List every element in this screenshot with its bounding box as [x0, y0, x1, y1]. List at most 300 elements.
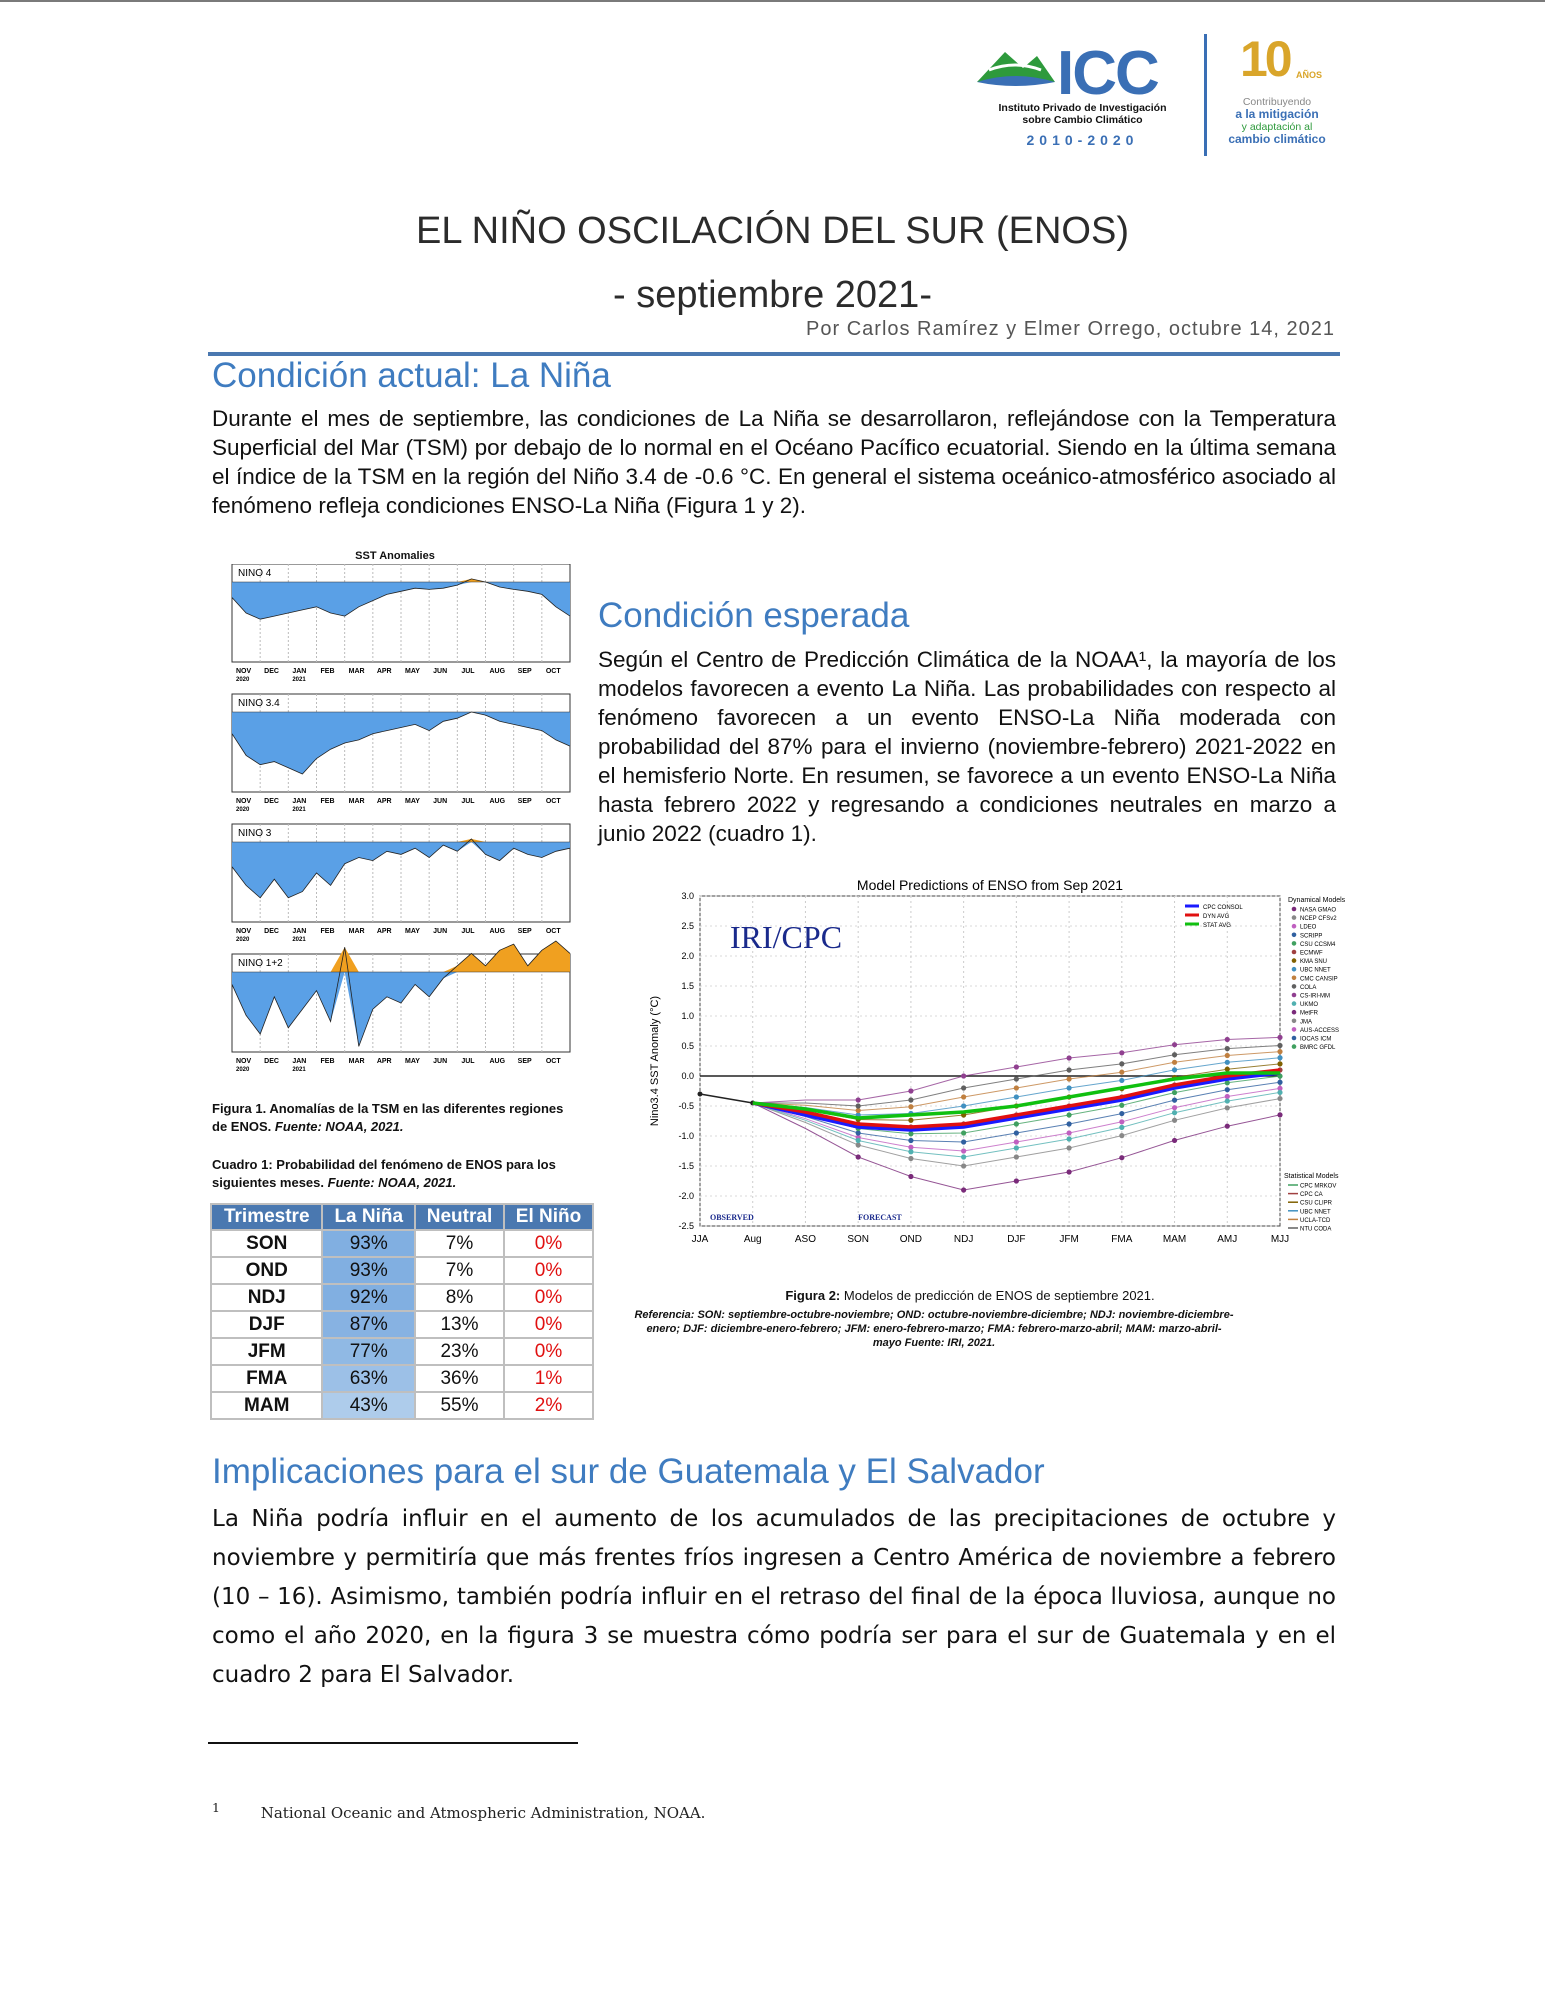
chart-model-point [1014, 1121, 1019, 1126]
chart-model-point [961, 1139, 966, 1144]
chart-model-point [1172, 1110, 1177, 1115]
trimestre-cell: SON [211, 1230, 322, 1257]
neutral-cell: 7% [415, 1230, 504, 1257]
chart-model-point [1225, 1060, 1230, 1065]
chart-model-point [961, 1148, 966, 1153]
sst-month-label: DEC [264, 1058, 279, 1065]
figure2-caption [710, 1287, 1230, 1305]
chart-observed-label: OBSERVED [710, 1213, 754, 1222]
institute-line-1: Instituto Privado de Investigación [998, 102, 1167, 114]
chart-legend-item: NTU CODA [1300, 1226, 1332, 1233]
sst-month-label: FEB [320, 668, 335, 675]
sst-month-label: DEC [264, 668, 279, 675]
el-nino-cell: 0% [504, 1257, 593, 1284]
chart-legend-marker [1292, 1010, 1297, 1015]
chart-model-point [1119, 1070, 1124, 1075]
chart-legend-item: DYN AVG [1203, 914, 1230, 920]
chart-model-point [1277, 1061, 1282, 1066]
chart-model-point [1066, 1121, 1071, 1126]
figure1-caption [212, 1100, 572, 1136]
chart-x-tick: DJF [1007, 1234, 1026, 1245]
sst-month-label: DEC [264, 928, 279, 935]
chart-model-point [1225, 1053, 1230, 1058]
neutral-cell: 8% [415, 1284, 504, 1311]
chart-x-tick: JFM [1059, 1234, 1079, 1245]
chart-x-tick: NDJ [953, 1234, 974, 1245]
chart-y-tick: 1.5 [681, 981, 694, 991]
sst-month-label: MAY [405, 798, 420, 805]
chart-model-point [1225, 1037, 1230, 1042]
sst-year-label: 2021 [292, 807, 306, 813]
la-nina-cell: 77% [322, 1338, 415, 1365]
chart-legend-marker [1292, 976, 1297, 981]
table1-caption-prefix: Cuadro 1: [212, 1157, 273, 1172]
chart-model-point [1172, 1118, 1177, 1123]
chart-model-point [1014, 1139, 1019, 1144]
table-row [211, 1365, 593, 1392]
chart-ylabel: Nino3.4 SST Anomaly (°C) [649, 995, 661, 1127]
chart-model-point [856, 1130, 861, 1135]
sst-panel [232, 694, 570, 813]
la-nina-cell: 63% [322, 1365, 415, 1392]
chart-legend-item: CS-IRI-MM [1300, 993, 1330, 1000]
chart-model-point [1172, 1138, 1177, 1143]
chart-y-tick: -1.0 [678, 1131, 694, 1141]
sst-month-label: AUG [489, 798, 506, 805]
la-nina-cell: 87% [322, 1311, 415, 1338]
figure1-caption-prefix: Figura 1. [212, 1101, 267, 1116]
footnote [212, 1800, 705, 1822]
chart-model-point [961, 1130, 966, 1135]
el-nino-cell: 0% [504, 1311, 593, 1338]
chart-model-point [1014, 1085, 1019, 1090]
icc-years: 2010-2020 [1026, 132, 1139, 148]
sst-month-label: FEB [320, 1058, 335, 1065]
chart-legend-item: UKMO [1300, 1002, 1318, 1009]
chart-x-tick: FMA [1111, 1234, 1133, 1245]
chart-model-point [1066, 1169, 1071, 1174]
chart-model-point [1014, 1178, 1019, 1183]
chart-model-point [856, 1108, 861, 1113]
chart-model-point [1225, 1105, 1230, 1110]
chart-x-tick: MJJ [1270, 1234, 1290, 1245]
page-subtitle: - septiembre 2021- [613, 274, 932, 316]
chart-model-point [1225, 1046, 1230, 1051]
enso-model-chart [640, 874, 1380, 1264]
chart-model-point [1014, 1064, 1019, 1069]
neutral-cell: 23% [415, 1338, 504, 1365]
sst-month-label: APR [376, 668, 392, 675]
chart-model-point [908, 1145, 913, 1150]
sst-panel [232, 564, 570, 683]
chart-legend-item: UBC NNET [1300, 1209, 1331, 1216]
trimestre-cell: NDJ [211, 1284, 322, 1311]
chart-observed-point [698, 1092, 703, 1097]
chart-legend-marker [1292, 1044, 1297, 1049]
la-nina-cell: 43% [322, 1392, 415, 1419]
footnote-rule [208, 1742, 578, 1744]
sst-month-label: MAR [348, 928, 365, 935]
chart-y-tick: -0.5 [678, 1101, 694, 1111]
section-body-current: Durante el mes de septiembre, las condiciones de La Niña se desarrollaron, reflejándose con la Temperatura Superficial del Mar (TSM) por debajo de lo normal en el Océano Pacífico ecuatorial. Siendo en la última semana el índice de la TSM en la región del Niño 3.4 de -0.6 °C. En general el sistema oceánico-atmosférico asociado al fenómeno refleja condiciones ENSO-La Niña (Figura 1 y 2). [212, 406, 1336, 518]
sst-month-label: AUG [489, 1058, 506, 1065]
chart-x-tick: ASO [794, 1234, 817, 1245]
figure1-title: SST Anomalies [355, 550, 435, 562]
chart-x-tick: Aug [743, 1234, 762, 1245]
probability-table [210, 1203, 594, 1420]
chart-model-point [1119, 1050, 1124, 1055]
chart-model-point [1172, 1067, 1177, 1072]
sst-year-label: 2020 [236, 937, 250, 943]
chart-legend-item: CPC CONSOL [1203, 905, 1243, 911]
byline: Por Carlos Ramírez y Elmer Orrego, octubre 14, 2021 [806, 318, 1335, 340]
chart-legend-item: COLA [1300, 984, 1317, 991]
figure1-caption-source: Fuente: NOAA, 2021. [274, 1119, 404, 1134]
chart-model-point [1119, 1078, 1124, 1083]
chart-y-tick: 0.5 [681, 1041, 694, 1051]
chart-legend-item: AUS-ACCESS [1300, 1027, 1340, 1034]
sst-year-label: 2021 [292, 1067, 306, 1073]
chart-watermark: IRI/CPC [730, 919, 843, 955]
top-border [0, 0, 1545, 2]
sst-month-label: OCT [545, 668, 561, 675]
chart-model-point [1277, 1080, 1282, 1085]
table-header-cell: El Niño [504, 1204, 593, 1230]
chart-model-point [1119, 1125, 1124, 1130]
chart-model-point [1119, 1103, 1124, 1108]
sst-month-label: MAY [405, 928, 420, 935]
anniversary-label: AÑOS [1296, 70, 1323, 80]
sst-month-label: DEC [264, 798, 279, 805]
chart-y-tick: 2.5 [681, 921, 694, 931]
sst-month-label: JUN [433, 928, 448, 935]
sst-panel-label: NINO 3.4 [238, 698, 280, 709]
trimestre-cell: DJF [211, 1311, 322, 1338]
enso-chart-svg [640, 874, 1380, 1264]
chart-model-point [961, 1073, 966, 1078]
sst-month-label: AUG [489, 928, 506, 935]
chart-y-tick: -1.5 [678, 1161, 694, 1171]
chart-model-point [1225, 1067, 1230, 1072]
chart-model-point [1066, 1076, 1071, 1081]
sst-month-label: JUL [461, 1058, 475, 1065]
chart-legend-item: CPC MRKOV [1300, 1183, 1337, 1190]
sst-month-label: JAN [292, 668, 307, 675]
chart-model-point [908, 1138, 913, 1143]
chart-legend-item: NCEP CFSv2 [1300, 916, 1337, 923]
chart-legend-marker [1292, 958, 1297, 963]
chart-model-point [961, 1103, 966, 1108]
chart-legend-marker [1292, 1001, 1297, 1006]
chart-model-point [1119, 1111, 1124, 1116]
chart-model-point [1277, 1043, 1282, 1048]
logo-divider [1204, 34, 1207, 156]
chart-model-point [1066, 1130, 1071, 1135]
chart-legend-item: BMRC GFDL [1300, 1045, 1336, 1052]
chart-legend-item: UBC NNET [1300, 967, 1331, 974]
chart-legend-item: MetFR [1300, 1010, 1318, 1017]
chart-model-point [1277, 1049, 1282, 1054]
tagline-4: cambio climático [1228, 132, 1326, 146]
chart-legend-item: UCLA-TCD [1300, 1217, 1331, 1224]
chart-model-point [961, 1154, 966, 1159]
chart-model-point [856, 1097, 861, 1102]
sst-month-label: MAY [405, 668, 420, 675]
institute-line-2: sobre Cambio Climático [1022, 114, 1143, 126]
chart-model-point [856, 1154, 861, 1159]
chart-model-point [1119, 1119, 1124, 1124]
chart-model-point [1172, 1105, 1177, 1110]
sst-year-label: 2020 [236, 807, 250, 813]
chart-model-point [908, 1104, 913, 1109]
chart-x-tick: SON [847, 1234, 870, 1245]
trimestre-cell: MAM [211, 1392, 322, 1419]
sst-month-label: MAR [348, 1058, 365, 1065]
sst-panels [210, 564, 580, 1080]
sst-month-label: OCT [545, 798, 561, 805]
sst-month-label: JUL [461, 798, 475, 805]
chart-model-point [908, 1174, 913, 1179]
chart-legend-marker [1292, 967, 1297, 972]
table-row [211, 1311, 593, 1338]
chart-legend-marker [1292, 924, 1297, 929]
neutral-cell: 13% [415, 1311, 504, 1338]
chart-model-point [1225, 1098, 1230, 1103]
sst-panel-label: NINO 3 [238, 828, 272, 839]
sst-month-label: JUN [433, 798, 448, 805]
chart-model-point [908, 1097, 913, 1102]
sst-month-label: OCT [545, 928, 561, 935]
sst-month-label: APR [376, 1058, 392, 1065]
chart-model-point [1277, 1035, 1282, 1040]
chart-model-point [1119, 1061, 1124, 1066]
sst-month-label: MAR [348, 668, 365, 675]
footnote-text: National Oceanic and Atmospheric Administration, NOAA. [260, 1804, 706, 1822]
chart-legend-item: JMA [1300, 1019, 1312, 1026]
sst-month-label: JUN [433, 1058, 448, 1065]
chart-model-point [961, 1085, 966, 1090]
sst-month-label: JUN [433, 668, 448, 675]
el-nino-cell: 2% [504, 1392, 593, 1419]
trimestre-cell: FMA [211, 1365, 322, 1392]
chart-model-point [1014, 1145, 1019, 1150]
footnote-number: 1 [212, 1800, 220, 1815]
chart-model-point [1014, 1094, 1019, 1099]
chart-model-point [856, 1138, 861, 1143]
table-header-cell: La Niña [322, 1204, 415, 1230]
table-row [211, 1392, 593, 1419]
tagline-1: Contribuyendo [1242, 96, 1312, 108]
chart-legend-item: NASA GMAO [1300, 907, 1337, 914]
sst-year-label: 2020 [236, 677, 250, 683]
section-body-implications: La Niña podría influir en el aumento de los acumulados de las precipitaciones de octubre y noviembre y permitiría que más frentes fríos ingresen a Centro América de noviembre a febrero (10 – 16). Asimismo, también podría influir en el retraso del final de la época lluviosa, aunque no como el año 2020, en la figura 3 se muestra cómo podría ser para el sur de Guatemala y en el cuadro 2 para El Salvador. [212, 1506, 1336, 1688]
chart-x-tick: JJA [691, 1234, 709, 1245]
chart-legend-marker [1292, 907, 1297, 912]
chart-legend-marker [1292, 941, 1297, 946]
sst-month-label: NOV [236, 928, 252, 935]
sst-year-label: 2021 [292, 677, 306, 683]
chart-y-tick: 0.0 [681, 1071, 694, 1081]
trimestre-cell: JFM [211, 1338, 322, 1365]
el-nino-cell: 0% [504, 1230, 593, 1257]
chart-model-point [1225, 1094, 1230, 1099]
chart-model-point [1172, 1052, 1177, 1057]
chart-model-point [856, 1103, 861, 1108]
el-nino-cell: 0% [504, 1284, 593, 1311]
tagline-2: a la mitigación [1235, 107, 1319, 121]
sst-month-label: JUL [461, 668, 475, 675]
sst-month-label: SEP [517, 668, 532, 675]
chart-model-point [908, 1118, 913, 1123]
la-nina-cell: 92% [322, 1284, 415, 1311]
chart-y-tick: -2.0 [678, 1191, 694, 1201]
chart-legend-marker [1292, 950, 1297, 955]
table-row [211, 1284, 593, 1311]
el-nino-cell: 0% [504, 1338, 593, 1365]
chart-model-point [1225, 1087, 1230, 1092]
section-body-expected: Según el Centro de Predicción Climática de la NOAA¹, la mayoría de los modelos favorecen a evento La Niña. Las probabilidades con respecto al fenómeno favorecen a un evento ENSO-La Niña moderada con probabilidad del 87% para el invierno (noviembre-febrero) 2021-2022 en el hemisferio Norte. En resumen, se favorece a un evento ENSO-La Niña hasta febrero 2022 y regresando a condiciones neutrales en marzo a junio 2022 (cuadro 1). [598, 647, 1336, 846]
el-nino-cell: 1% [504, 1365, 593, 1392]
chart-model-point [1119, 1133, 1124, 1138]
tagline-3: y adaptación al [1241, 121, 1313, 133]
sst-month-label: SEP [517, 928, 532, 935]
chart-model-point [856, 1142, 861, 1147]
chart-model-point [1172, 1060, 1177, 1065]
sst-panel [232, 824, 570, 943]
table1-caption-text: Probabilidad del fenómeno de ENOS para los siguientes meses. [212, 1157, 556, 1190]
table-row [211, 1257, 593, 1284]
chart-legend-marker [1292, 1027, 1297, 1032]
figure1-caption-text: Anomalías de la TSM en las diferentes regiones de ENOS. [212, 1101, 564, 1134]
chart-model-point [908, 1156, 913, 1161]
chart-model-point [1119, 1155, 1124, 1160]
chart-model-point [1066, 1136, 1071, 1141]
sst-year-label: 2020 [236, 1067, 250, 1073]
sst-month-label: FEB [320, 928, 335, 935]
sst-panel [232, 941, 570, 1073]
la-nina-cell: 93% [322, 1230, 415, 1257]
chart-model-point [1172, 1098, 1177, 1103]
sst-month-label: SEP [517, 1058, 532, 1065]
chart-legend-marker [1292, 984, 1297, 989]
chart-model-point [1066, 1145, 1071, 1150]
section-heading-expected: Condición esperada [598, 596, 910, 635]
chart-legend-title: Dynamical Models [1288, 897, 1346, 904]
chart-model-point [961, 1094, 966, 1099]
chart-y-tick: 3.0 [681, 891, 694, 901]
table-row [211, 1230, 593, 1257]
sst-month-label: APR [376, 928, 392, 935]
sst-year-label: 2021 [292, 937, 306, 943]
chart-legend-marker [1292, 933, 1297, 938]
section-heading-current: Condición actual: La Niña [212, 356, 611, 395]
sst-month-label: MAY [405, 1058, 420, 1065]
chart-y-tick: -2.5 [678, 1221, 694, 1231]
sst-month-label: JUL [461, 928, 475, 935]
neutral-cell: 36% [415, 1365, 504, 1392]
chart-model-point [1277, 1055, 1282, 1060]
chart-x-tick: OND [899, 1234, 923, 1245]
chart-legend-item: SCRIPP [1300, 933, 1323, 940]
sst-month-label: MAR [348, 798, 365, 805]
chart-model-point [961, 1163, 966, 1168]
chart-model-point [1277, 1112, 1282, 1117]
section-heading-implications: Implicaciones para el sur de Guatemala y El Salvador [212, 1452, 1045, 1491]
table-header-cell: Neutral [415, 1204, 504, 1230]
neutral-cell: 55% [415, 1392, 504, 1419]
page-title: EL NIÑO OSCILACIÓN DEL SUR (ENOS) [416, 210, 1129, 252]
anniversary-logo [1212, 30, 1342, 155]
chart-model-point [1066, 1055, 1071, 1060]
chart-legend-item: LDEO [1300, 924, 1317, 931]
sst-panel-label: NINO 1+2 [238, 958, 283, 969]
chart-model-point [1277, 1096, 1282, 1101]
chart-legend-item: ECMWF [1300, 950, 1323, 957]
sst-month-label: APR [376, 798, 392, 805]
chart-model-point [1014, 1154, 1019, 1159]
chart-model-point [1066, 1067, 1071, 1072]
chart-model-point [1172, 1042, 1177, 1047]
chart-title: Model Predictions of ENSO from Sep 2021 [856, 877, 1124, 893]
chart-model-point [1172, 1090, 1177, 1095]
sst-month-label: OCT [545, 1058, 561, 1065]
chart-legend-marker [1292, 993, 1297, 998]
chart-model-point [1066, 1112, 1071, 1117]
chart-model-point [908, 1149, 913, 1154]
chart-legend-title: Statistical Models [1284, 1173, 1339, 1180]
chart-model-point [1225, 1124, 1230, 1129]
chart-legend-marker [1292, 915, 1297, 920]
chart-x-tick: MAM [1162, 1234, 1187, 1245]
sst-month-label: SEP [517, 798, 532, 805]
table-row [211, 1338, 593, 1365]
icc-logo [975, 30, 1190, 155]
chart-legend-marker [1292, 1036, 1297, 1041]
trimestre-cell: OND [211, 1257, 322, 1284]
sst-month-label: JAN [292, 928, 307, 935]
figure2-reference: Referencia: SON: septiembre-octubre-noviembre; OND: octubre-noviembre-diciembre; NDJ: noviembre-diciembre-enero; DJF: diciembre-enero-febrero; JFM: enero-febrero-marzo; FMA: febrero-marzo-abril; MAM: marzo-abril-mayo Fuente: IRI, 2021. [634, 1309, 1234, 1349]
sst-month-label: NOV [236, 1058, 252, 1065]
chart-model-point [1277, 1090, 1282, 1095]
sst-month-label: JAN [292, 1058, 307, 1065]
table1-caption-source: Fuente: NOAA, 2021. [327, 1175, 457, 1190]
figure2-caption-prefix: Figura 2: [785, 1288, 841, 1303]
chart-model-point [908, 1088, 913, 1093]
chart-legend-item: CMC CANSIP [1300, 976, 1338, 983]
anniversary-number: 10 [1240, 31, 1290, 87]
chart-legend-item: STAT AVG [1203, 923, 1231, 929]
figure2-caption-text: Modelos de predicción de ENOS de septiembre 2021. [843, 1288, 1155, 1303]
la-nina-cell: 93% [322, 1257, 415, 1284]
chart-y-tick: 2.0 [681, 951, 694, 961]
sst-month-label: NOV [236, 798, 252, 805]
chart-legend-item: CPC CA [1300, 1192, 1323, 1199]
chart-legend-item: KMA SNU [1300, 959, 1328, 966]
chart-model-point [908, 1131, 913, 1136]
icc-logo-text: ICC [1057, 39, 1158, 108]
table1-caption [212, 1156, 572, 1192]
chart-model-point [961, 1187, 966, 1192]
chart-legend-marker [1292, 1019, 1297, 1024]
chart-legend-item: IOCAS ICM [1300, 1036, 1332, 1043]
table-header-cell: Trimestre [211, 1204, 322, 1230]
sst-month-label: FEB [320, 798, 335, 805]
chart-y-tick: 1.0 [681, 1011, 694, 1021]
chart-x-tick: AMJ [1217, 1234, 1238, 1245]
sst-panel-label: NINO 4 [238, 568, 272, 579]
neutral-cell: 7% [415, 1257, 504, 1284]
chart-model-point [1014, 1130, 1019, 1135]
